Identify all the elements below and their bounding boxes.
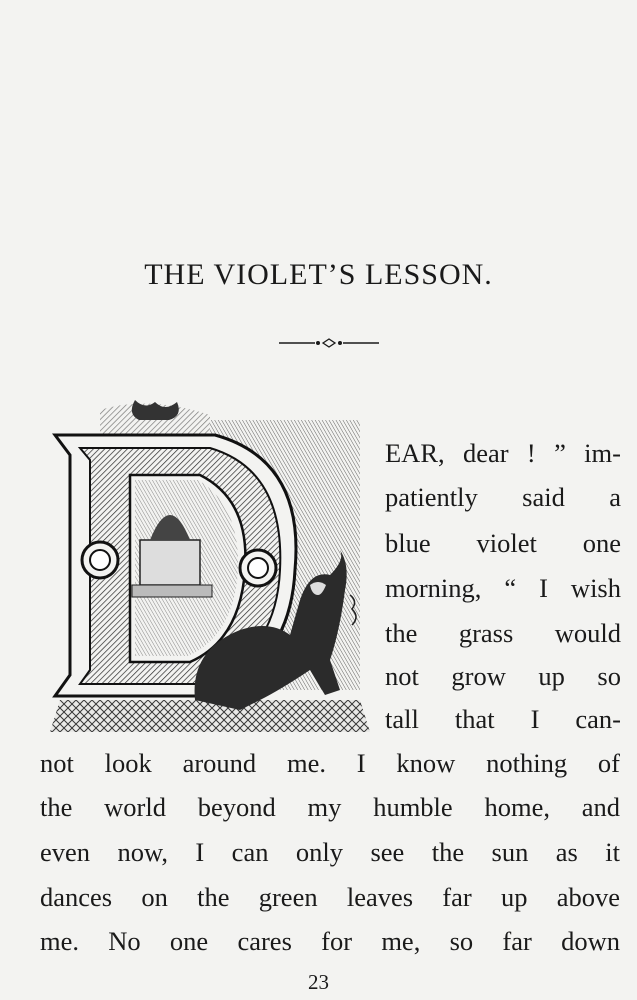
text-line: the grass would	[385, 618, 621, 648]
text-line: dances on the green leaves far up above	[40, 882, 620, 912]
page-title: THE VIOLET’S LESSON.	[144, 258, 493, 291]
text-line: even now, I can only see the sun as it	[40, 837, 620, 867]
text-line: not look around me. I know nothing of	[40, 748, 620, 778]
page-number: 23	[308, 970, 329, 994]
text-line: tall that I can-	[385, 704, 621, 734]
text-line: me. No one cares for me, so far down	[40, 926, 620, 956]
text-line: not grow up so	[385, 661, 621, 691]
illuminated-initial	[40, 400, 370, 732]
ornament-divider	[279, 336, 379, 350]
text-line: EAR, dear ! ” im-	[385, 438, 621, 468]
text-line: morning, “ I wish	[385, 573, 621, 603]
text-line: the world beyond my humble home, and	[40, 792, 620, 822]
text-line: blue violet one	[385, 528, 621, 558]
illuminated-initial-illustration	[40, 400, 370, 732]
text-line: patiently said a	[385, 482, 621, 512]
